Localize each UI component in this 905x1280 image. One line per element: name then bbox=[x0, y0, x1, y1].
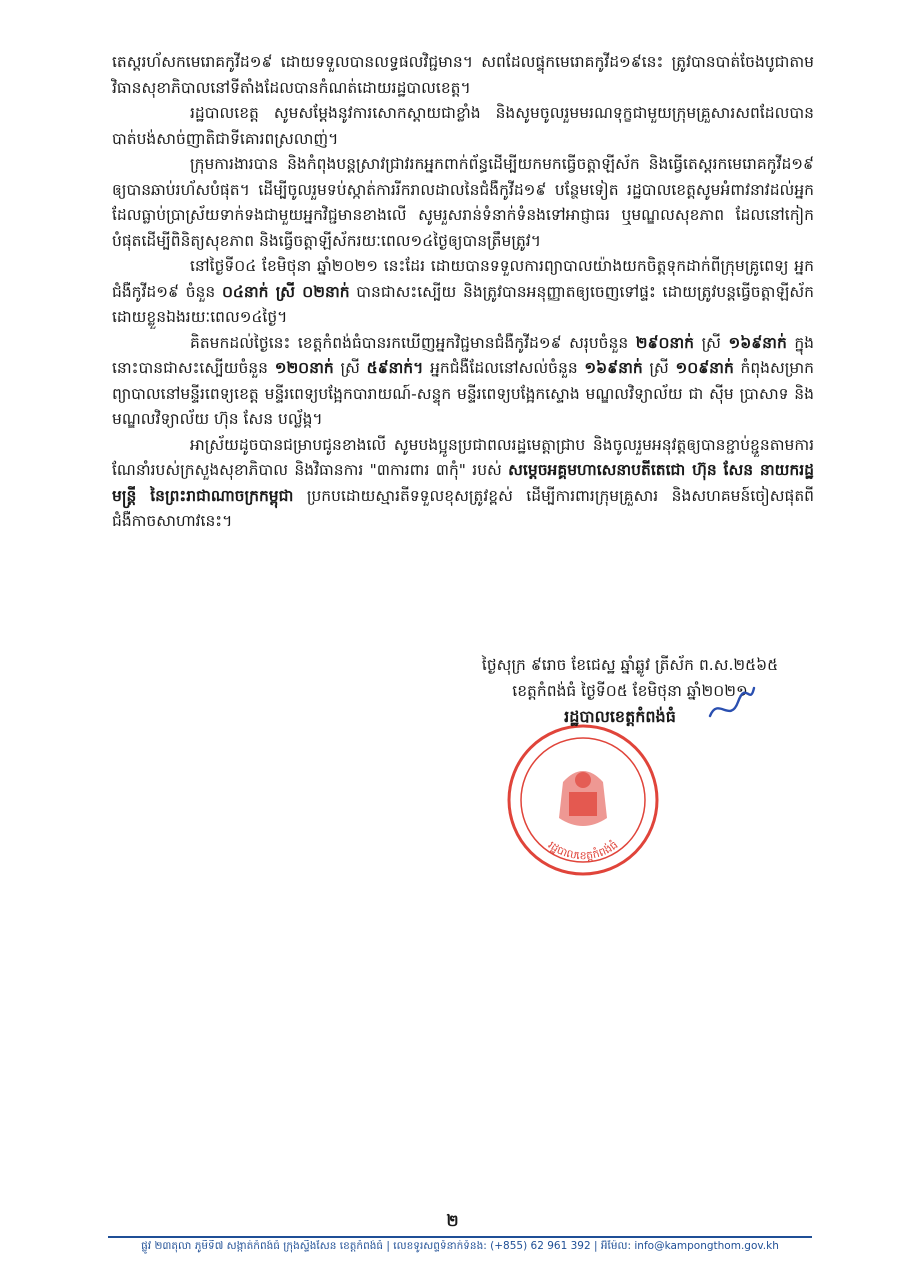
seal-text: រដ្ឋបាលខេត្តកំពង់ធំ bbox=[545, 838, 621, 863]
body-paragraph bbox=[112, 254, 814, 331]
text-run: ក្នុងនោះបានជាសះស្បើយចំនួន bbox=[112, 333, 815, 377]
bold-text-run: ១២០នាក់ bbox=[274, 359, 334, 377]
svg-text:រដ្ឋបាលខេត្តកំពង់ធំ bbox=[545, 838, 620, 863]
document-body bbox=[112, 50, 814, 535]
text-run: ប្រកបដោយស្មារតីទទួលខុសត្រូវខ្ពស់ ដើម្បីការពារក្រុមគ្រួសារ និងសហគមន៍ចៀសផុតពីជំងឺកាចសាហាវនេះ។ bbox=[112, 486, 814, 530]
text-run: ស្រី bbox=[333, 359, 367, 377]
body-paragraph bbox=[112, 50, 814, 101]
text-run: ក្រុមការងារបាន និងកំពុងបន្តស្រាវជ្រាវរកអ្នកពាក់ព័ន្ធដើម្បីយកមកធ្វើចត្តាឡីស័ក និងធ្វើតេស្តរកមេរោគកូវីដ១៩ ឲ្យបានឆាប់រហ័សបំផុត។ ដើម្បីចូលរួមទប់ស្កាត់ការរីករាលដាលនៃជំងឺកូវីដ១៩ បន្ថែមទៀត រដ្ឋបាលខេត្តសូមអំពាវនាវដល់អ្នកដែលធ្លាប់ប្រាស្រ័យទាក់ទងជាមួយអ្នកវិជ្ជមានខាងលើ សូមរួសរាន់ទំនាក់ទំនងទៅអាជ្ញាធរ ឬមណ្ឌលសុខភាព ដែលនៅកៀកបំផុតដើម្បីពិនិត្យសុខភាព និងធ្វើចត្តាឡីស័ករយៈពេល១៤ថ្ងៃឲ្យបានត្រឹមត្រូវ។ bbox=[112, 155, 814, 250]
official-seal bbox=[505, 722, 661, 878]
text-run: តេស្តរហ័សកមេរោគកូវីដ១៩ ដោយទទួលបានលទ្ធផលវិជ្ជមាន។ សពដែលផ្ទុកមេរោគកូវីដ១៩នេះ ត្រូវបានបាត់ចែងបូជាតាមវិធានសុខាភិបាលនៅទីតាំងដែលបានកំណត់ដោយរដ្ឋបាលខេត្ត។ bbox=[112, 53, 814, 97]
bold-text-run: ១៦៩នាក់ bbox=[728, 333, 787, 352]
body-paragraph bbox=[112, 331, 814, 433]
signature-title: រដ្ឋបាលខេត្តកំពង់ធំ bbox=[564, 707, 676, 726]
text-run: នៅថ្ងៃទី០៤ ខែមិថុនា ឆ្នាំ២០២១ នេះដែរ ដោយបានទទួលការព្យាបាលយ៉ាងយកចិត្តទុកដាក់ពីក្រុមគ្រូពេទ្យ អ្នកជំងឺកូវីដ១៩ ចំនួន bbox=[112, 257, 814, 301]
footer-rule bbox=[108, 1236, 812, 1238]
footer-contact: ផ្លូវ ២៣តុលា ភូមិទី៧ សង្កាត់កំពង់ធំ ក្រុងស្ទឹងសែន ខេត្តកំពង់ធំ | លេខទូរសព្ទទំនាក់ទំនង: (+855) 62 961 392 | អ៊ីម៉ែល: info@kampongthom.gov.kh bbox=[141, 1240, 779, 1252]
bold-text-run: សម្តេចអគ្គមហាសេនាបតីតេជោ ហ៊ុន សែន នាយករដ្ឋមន្ត្រី នៃព្រះរាជាណាចក្រកម្ពុជា bbox=[112, 461, 814, 505]
bold-text-run: ១០៩នាក់ bbox=[675, 359, 734, 377]
bold-text-run: ៥៩នាក់។ bbox=[366, 359, 424, 377]
page-number: ២ bbox=[446, 1211, 459, 1230]
text-run: បានជាសះស្បើយ និងត្រូវបានអនុញ្ញាតឲ្យចេញទៅផ្ទះ ដោយត្រូវបន្តធ្វើចត្តាឡីស័កដោយខ្លួនឯងរយៈពេល១៤ថ្ងៃ។ bbox=[112, 282, 814, 326]
text-run: កំពុងសម្រាកព្យាបាលនៅមន្ទីរពេទ្យខេត្ត មន្ទីរពេទ្យបង្អែកបារាយណ៍-សន្ទុក មន្ទីរពេទ្យបង្អែកស្ទោង មណ្ឌលវិទ្យាល័យ ជា ស៊ីម ប្រាសាទ និងមណ្ឌលវិទ្យាល័យ ហ៊ុន សែន បល្ល័ង្ក។ bbox=[112, 359, 814, 428]
text-run: អ្នកជំងឺដែលនៅសល់ចំនួន bbox=[423, 359, 585, 377]
bold-text-run: ០៤នាក់ ស្រី ០២នាក់ bbox=[221, 282, 350, 301]
text-run: គិតមកដល់ថ្ងៃនេះ ខេត្តកំពង់ធំបានរកឃើញអ្នកវិជ្ជមានជំងឺកូវីដ១៩ សរុបចំនួន bbox=[190, 333, 636, 352]
body-paragraph bbox=[112, 152, 814, 254]
date-solar: ខេត្តកំពង់ធំ ថ្ងៃទី០៥ ខែមិថុនា ឆ្នាំ២០២១ bbox=[512, 682, 748, 700]
text-run: ស្រី bbox=[694, 333, 729, 352]
body-paragraph bbox=[112, 433, 814, 535]
body-paragraph bbox=[112, 101, 814, 152]
date-block bbox=[440, 652, 820, 704]
bold-text-run: ២៩០នាក់ bbox=[635, 333, 695, 352]
date-lunar: ថ្ងៃសុក្រ ៩រោច ខែជេស្ឋ ឆ្នាំឆ្លូវ ត្រីស័ក ព.ស.២៥៦៥ bbox=[481, 656, 779, 674]
text-run: រដ្ឋបាលខេត្ត សូមសម្តែងនូវការសោកស្តាយជាខ្លាំង និងសូមចូលរួមមរណទុក្ខជាមួយក្រុមគ្រួសារសពដែលបានបាត់បង់សាច់ញាតិជាទីគោរពស្រលាញ់។ bbox=[112, 104, 814, 148]
text-run: អាស្រ័យដូចបានជម្រាបជូនខាងលើ សូមបងប្អូនប្រជាពលរដ្ឋមេត្តាជ្រាប និងចូលរួមអនុវត្តឲ្យបានខ្ជាប់ខ្ជួនតាមការណែនាំរបស់ក្រសួងសុខាភិបាល និងវិធានការ "៣ការពារ ៣កុំ" របស់ bbox=[112, 435, 814, 479]
text-run: ស្រី bbox=[642, 359, 676, 377]
bold-text-run: ១៦៩នាក់ bbox=[584, 359, 643, 377]
